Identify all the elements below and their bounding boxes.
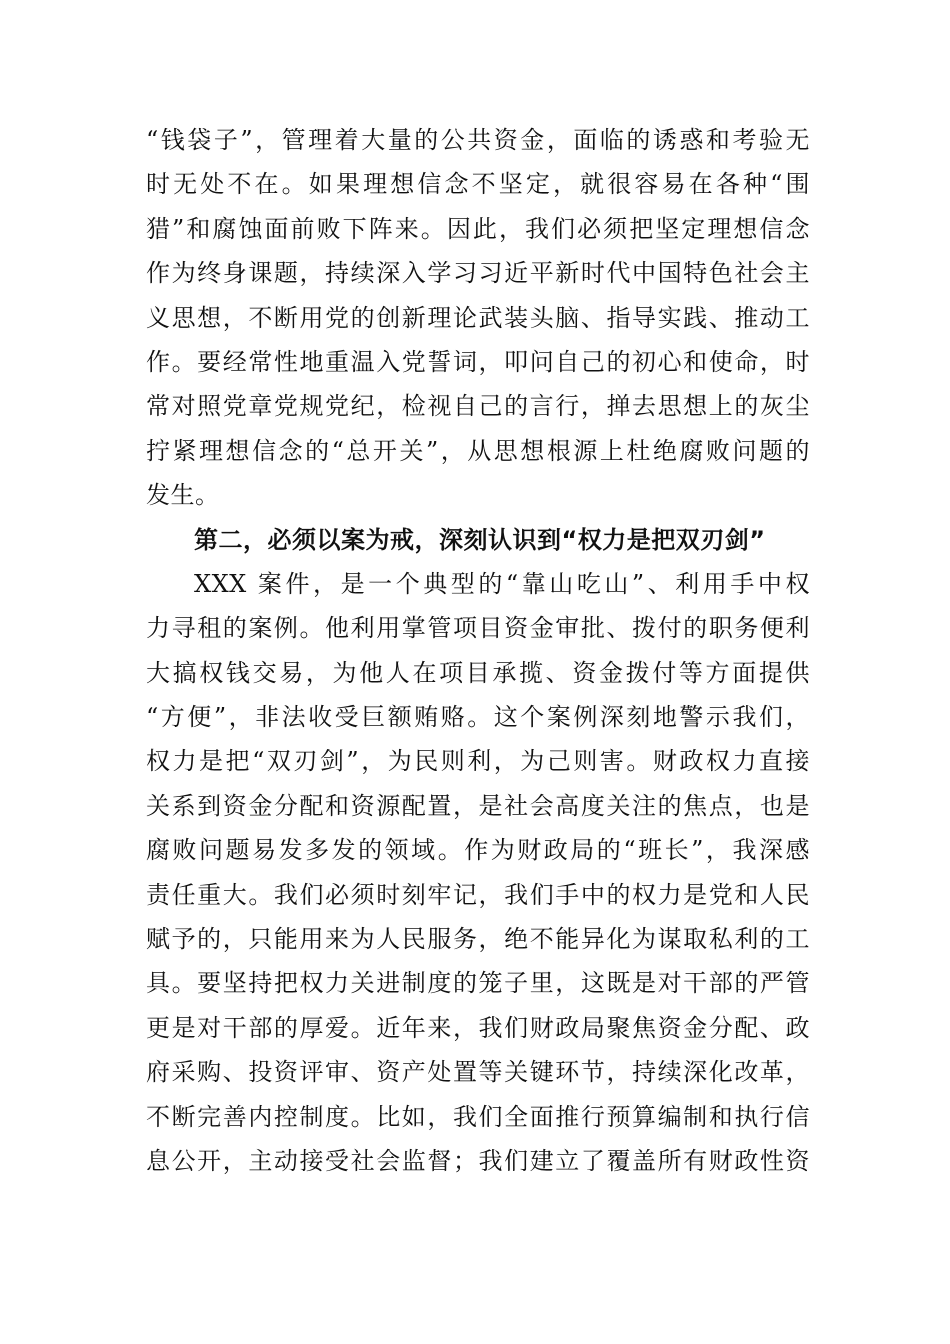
paragraph-ideals (146, 118, 810, 518)
text-line: 力寻租的案例。他利用掌管项目资金审批、拨付的职务便利 (146, 614, 810, 643)
text-line: 发生。 (146, 481, 220, 510)
section-heading: 第二，必须以案为戒，深刻认识到“权力是把双刃剑” (194, 525, 766, 554)
text-line: 义思想，不断用党的创新理论武装头脑、指导实践、推动工 (146, 303, 810, 332)
text-line: 权力是把“双刃剑”，为民则利，为己则害。财政权力直接 (146, 747, 810, 776)
text-line: 猎”和腐蚀面前败下阵来。因此，我们必须把坚定理想信念 (146, 214, 810, 243)
text-line: 更是对干部的厚爱。近年来，我们财政局聚焦资金分配、政 (146, 1013, 810, 1042)
text-line: “方便”，非法收受巨额贿赂。这个案例深刻地警示我们， (146, 703, 810, 732)
text-line: “钱袋子”，管理着大量的公共资金，面临的诱惑和考验无 (146, 126, 810, 154)
paragraph-power (146, 562, 810, 1183)
text-line: 大搞权钱交易，为他人在项目承揽、资金拨付等方面提供 (146, 658, 810, 687)
document-page (146, 118, 810, 1183)
text-line: 时无处不在。如果理想信念不坚定，就很容易在各种“围 (146, 170, 810, 199)
text-line: 赋予的，只能用来为人民服务，绝不能异化为谋取私利的工 (146, 925, 810, 954)
text-line: 作。要经常性地重温入党誓词，叩问自己的初心和使命，时 (146, 347, 810, 376)
text-line: 责任重大。我们必须时刻牢记，我们手中的权力是党和人民 (146, 880, 810, 909)
text-line: 府采购、投资评审、资产处置等关键环节，持续深化改革， (146, 1058, 810, 1087)
text-line: 不断完善内控制度。比如，我们全面推行预算编制和执行信 (146, 1102, 810, 1131)
text-line: 拧紧理想信念的“总开关”，从思想根源上杜绝腐败问题的 (146, 436, 810, 465)
text-line: XXX 案件，是一个典型的“靠山吃山”、利用手中权 (194, 569, 810, 598)
text-line: 具。要坚持把权力关进制度的笼子里，这既是对干部的严管 (146, 969, 810, 998)
text-line: 关系到资金分配和资源配置，是社会高度关注的焦点，也是 (146, 791, 810, 820)
text-line: 腐败问题易发多发的领域。作为财政局的“班长”，我深感 (146, 836, 810, 865)
text-line: 息公开，主动接受社会监督；我们建立了覆盖所有财政性资 (146, 1146, 810, 1175)
text-line: 作为终身课题，持续深入学习习近平新时代中国特色社会主 (146, 259, 810, 288)
text-line: 常对照党章党规党纪，检视自己的言行，掸去思想上的灰尘 (146, 392, 810, 421)
